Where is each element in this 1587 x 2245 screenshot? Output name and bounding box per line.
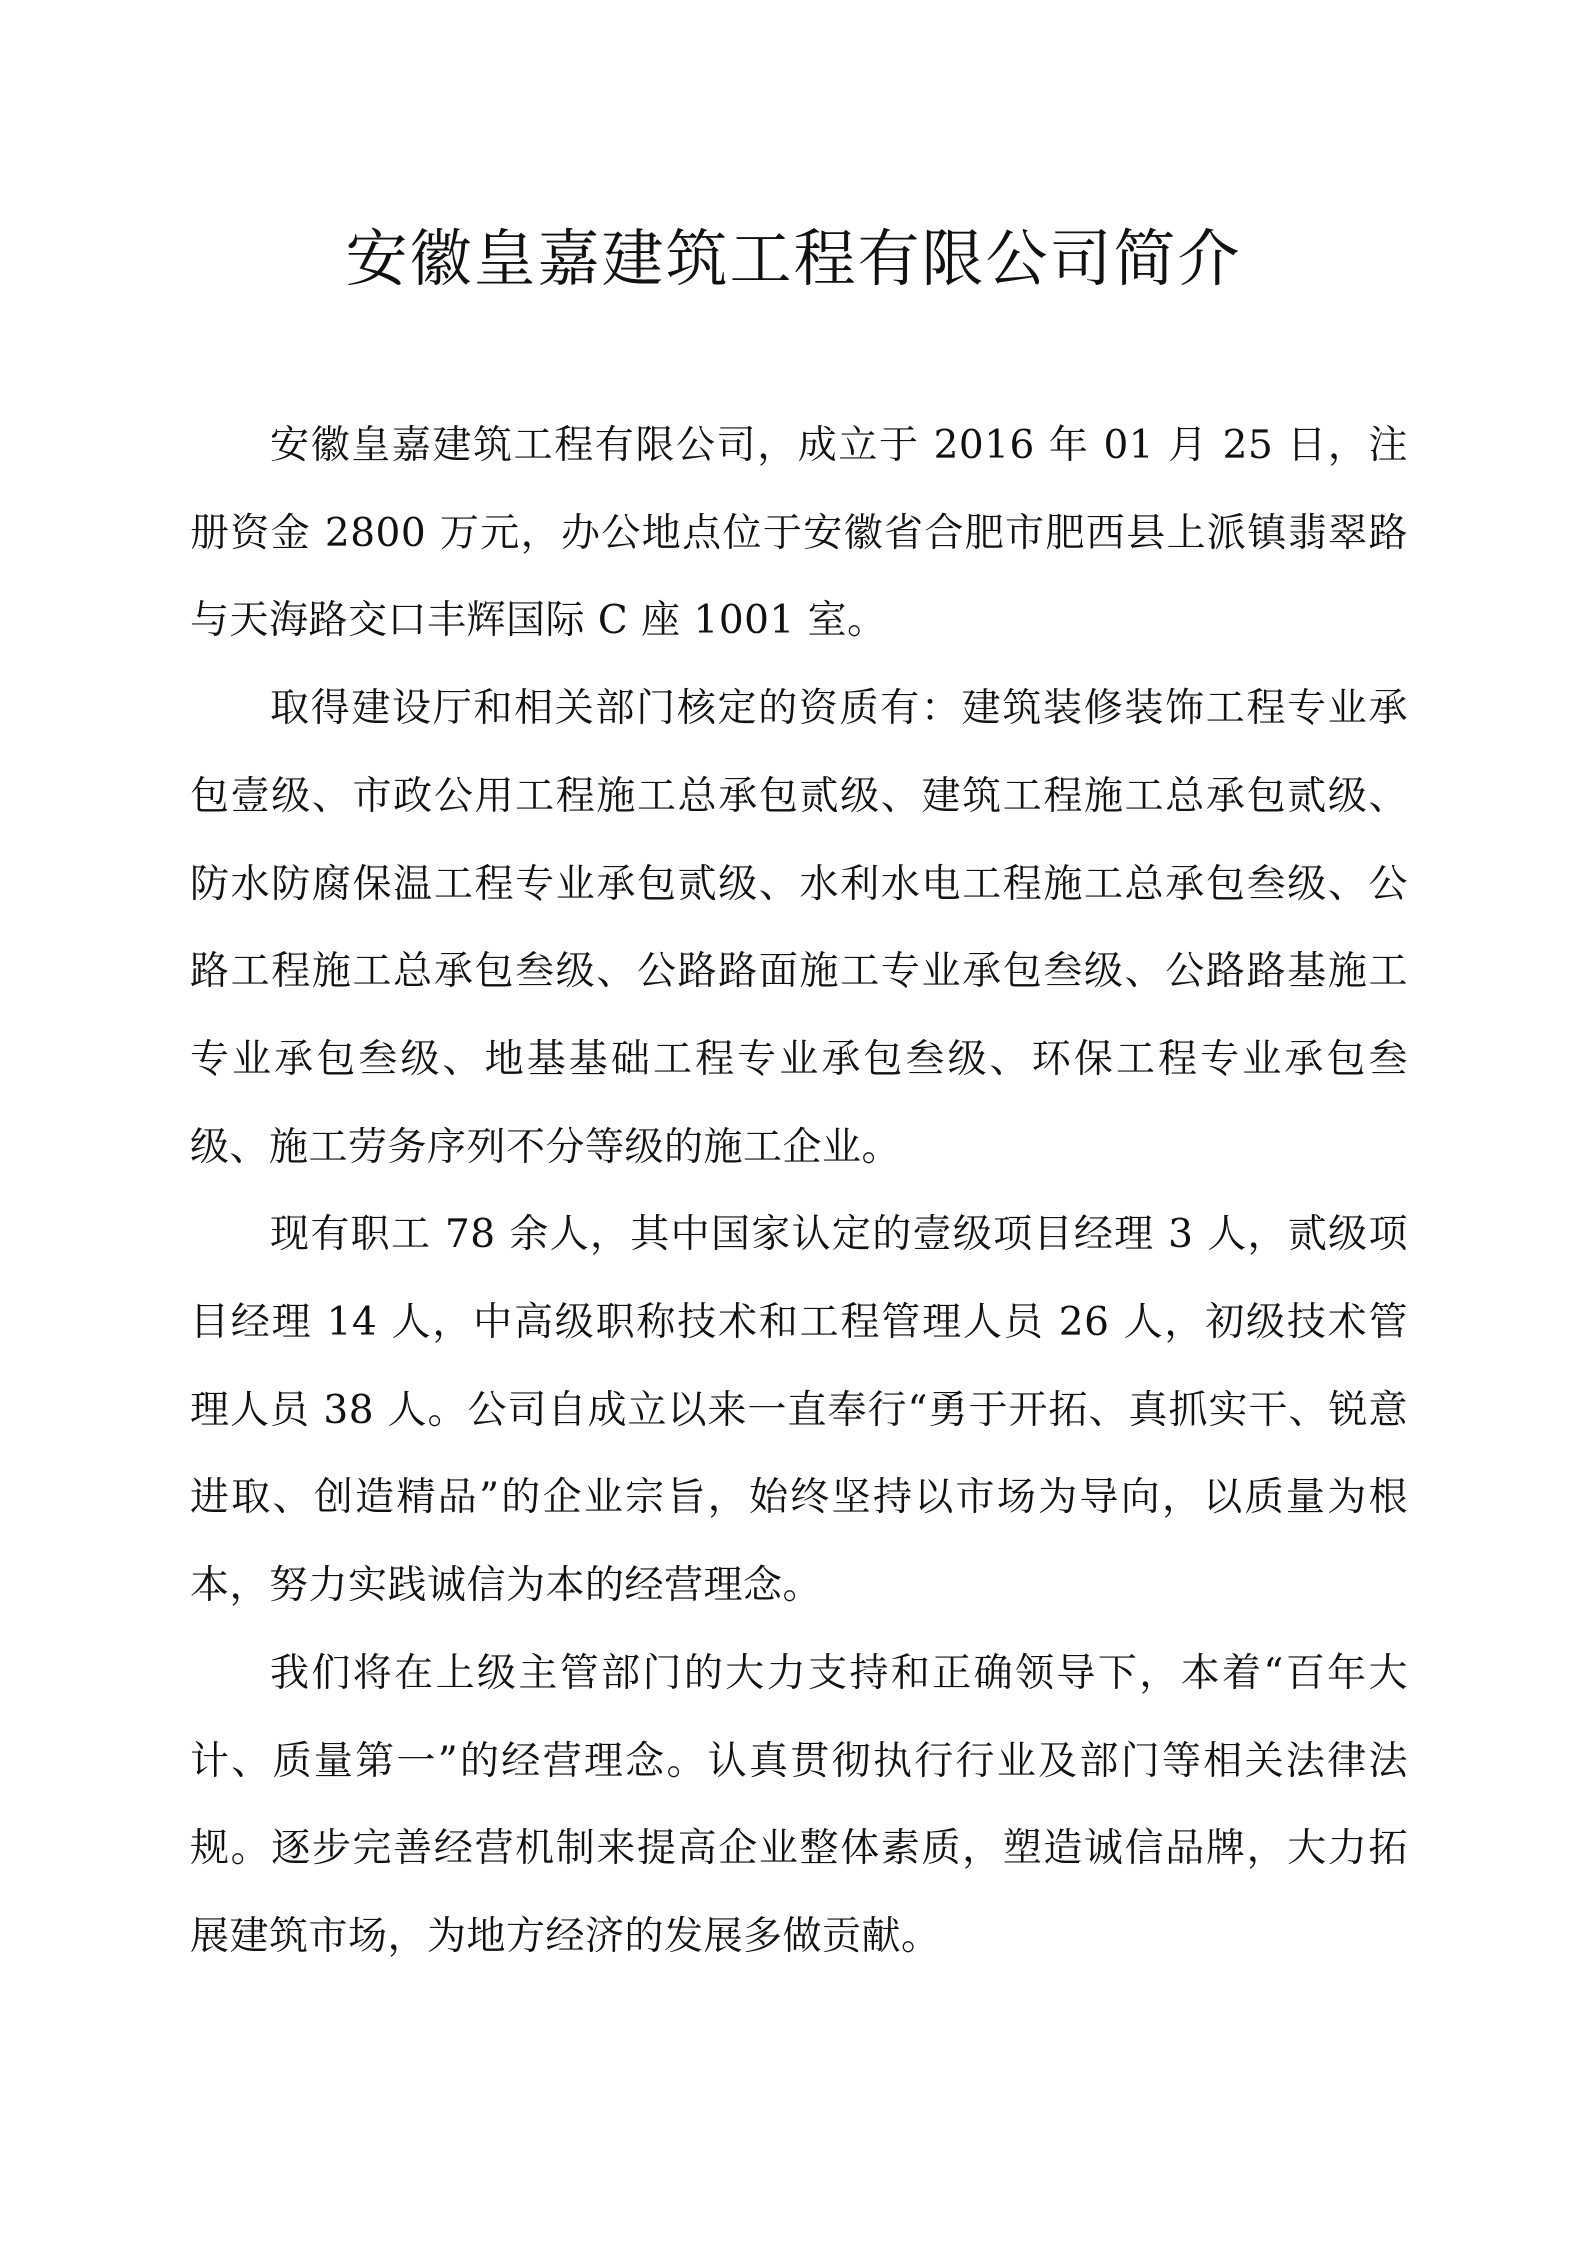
document-body [190, 402, 1408, 1981]
paragraph-qualifications: 取得建设厅和相关部门核定的资质有：建筑装修装饰工程专业承包壹级、市政公用工程施工总承包贰级、建筑工程施工总承包贰级、防水防腐保温工程专业承包贰级、水利水电工程施工总承包叁级、公路工程施工总承包叁级、公路路面施工专业承包叁级、公路路基施工专业承包叁级、地基基础工程专业承包叁级、环保工程专业承包叁级、施工劳务序列不分等级的施工企业。 [190, 686, 1408, 1170]
document-title: 安徽皇嘉建筑工程有限公司简介 [345, 222, 1242, 295]
paragraph-company-info: 安徽皇嘉建筑工程有限公司，成立于 2016 年 01 月 25 日，注册资金 2800 万元，办公地点位于安徽省合肥市肥西县上派镇翡翠路与天海路交口丰辉国际 C 座 1001 室。 [190, 423, 1408, 644]
paragraph-future-commitment: 我们将在上级主管部门的大力支持和正确领导下，本着“百年大计、质量第一”的经营理念。认真贯彻执行行业及部门等相关法律法规。逐步完善经营机制来提高企业整体素质，塑造诚信品牌，大力拓展建筑市场，为地方经济的发展多做贡献。 [190, 1650, 1408, 1959]
paragraph-staff-philosophy: 现有职工 78 余人，其中国家认定的壹级项目经理 3 人，贰级项目经理 14 人，中高级职称技术和工程管理人员 26 人，初级技术管理人员 38 人。公司自成立以来一直奉行“勇于开拓、真抓实干、锐意进取、创造精品”的企业宗旨，始终坚持以市场为导向，以质量为根本，努力实践诚信为本的经营理念。 [190, 1212, 1408, 1609]
